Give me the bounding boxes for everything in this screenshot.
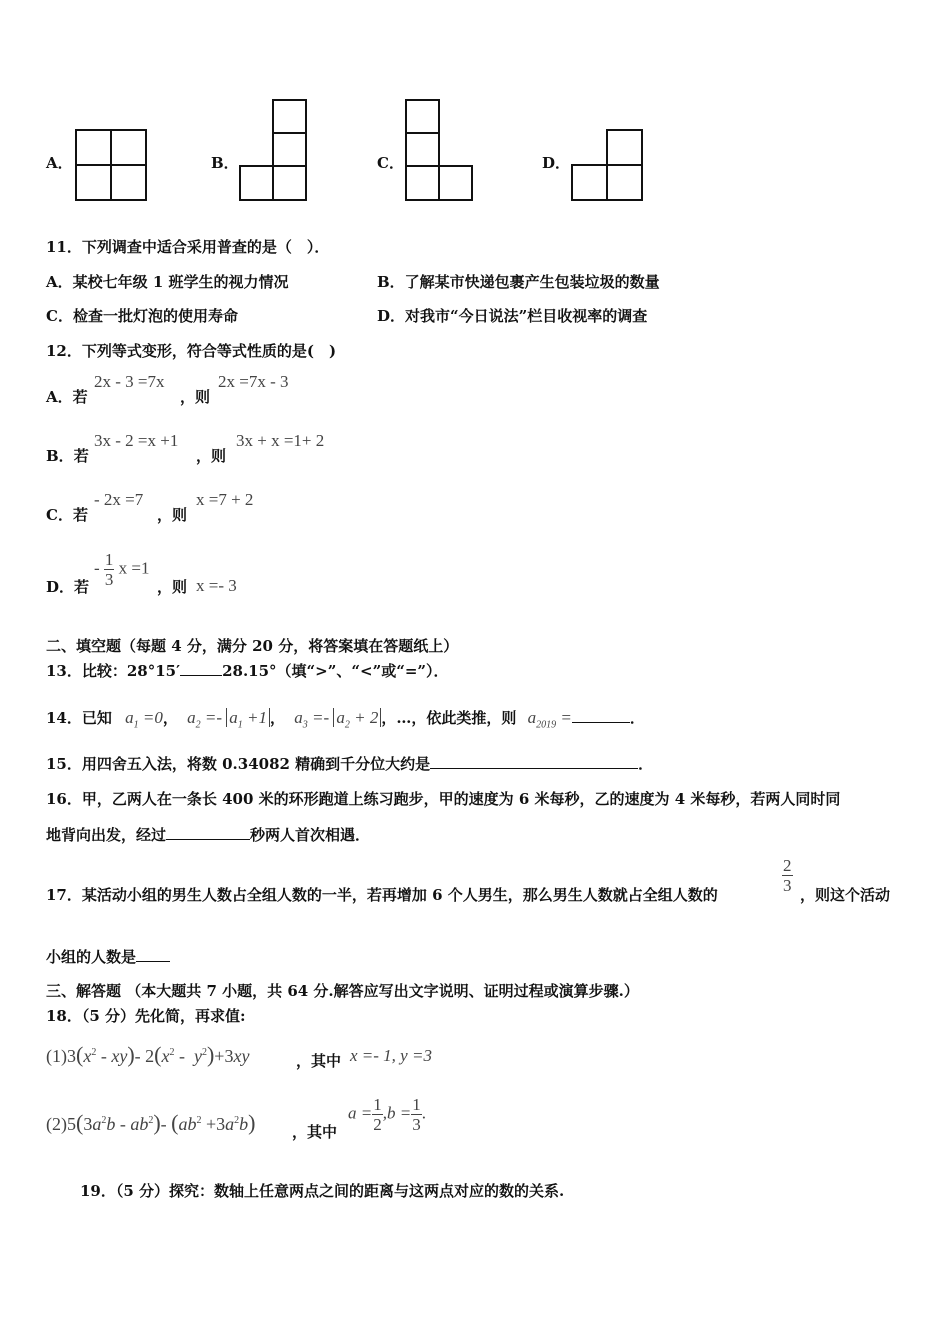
q16-line1: 16．甲，乙两人在一条长 400 米的环形跑道上练习跑步，甲的速度为 6 米每秒，乙的速度为 4 米每秒，若两人同时同 xyxy=(46,790,841,808)
q12-a-then-equation: 2x =7x - 3 xyxy=(218,372,289,391)
q12-b-then-equation: 3x + x =1+ 2 xyxy=(236,431,325,450)
q15 xyxy=(46,753,653,774)
answer-blank[interactable] xyxy=(136,947,170,962)
option-label: C． xyxy=(46,506,73,524)
minus-sign: - xyxy=(94,558,100,578)
section-title-solve: 三、解答题 （本大题共 7 小题，共 64 分.解答应写出文字说明、证明过程或演算步骤.） xyxy=(46,982,639,1000)
q13-text: 13．比较：28°15′ xyxy=(46,662,181,680)
q11-option-a: A．某校七年级 1 班学生的视力情况 xyxy=(46,273,289,291)
numerator: 1 xyxy=(104,550,114,569)
q18-part1-where: ，其中 xyxy=(296,1052,342,1070)
option-label: D． xyxy=(46,578,75,596)
if-word: 若 xyxy=(72,388,88,406)
q14-a2019: $a_{2019}$ = xyxy=(527,708,572,731)
q14-a3-equation: $a_3 =- a_2 + 2$ xyxy=(294,708,381,727)
q19-stem: 19．（5 分）探究：数轴上任意两点之间的距离与这两点对应的数的关系. xyxy=(80,1182,565,1200)
q17-line1-tail: ，则这个活动 xyxy=(800,886,891,904)
q13 xyxy=(46,660,449,681)
q18-part1-condition: x =- 1, y =3 xyxy=(350,1046,432,1065)
q17-fraction xyxy=(782,857,793,894)
comma: ， xyxy=(162,709,178,727)
then-word: ，则 xyxy=(196,447,227,465)
q14-a1-equation: $a_1 =0$ xyxy=(125,708,163,731)
denominator: 3 xyxy=(104,570,114,589)
answer-blank[interactable] xyxy=(430,754,638,769)
q12-a-if-equation: 2x - 3 =7x xyxy=(94,372,165,391)
q14 xyxy=(46,707,645,730)
q18-part2-where: ，其中 xyxy=(292,1123,338,1141)
q12-option-a xyxy=(46,386,88,407)
q18-part2-expression: $(2)5(3a^2b - ab^2)-$ $(ab^2 +3a^2b)$ xyxy=(46,1110,256,1135)
option-label: B． xyxy=(46,447,74,465)
comma: ， xyxy=(269,709,285,727)
q12-d-if-equation xyxy=(94,551,150,588)
q12-option-b xyxy=(46,445,89,466)
option-label: D． xyxy=(542,154,571,172)
q11-stem: 11．下列调查中适合采用普查的是（ ）． xyxy=(46,238,330,256)
q17-text: 小组的人数是 xyxy=(46,948,137,966)
q16-line2 xyxy=(46,824,370,845)
option-label: B． xyxy=(211,154,239,172)
three-squares-right-top-icon xyxy=(570,128,648,204)
q16-text: 地背向出发，经过 xyxy=(46,826,167,844)
q17-line2 xyxy=(46,946,170,967)
q12-d-then-equation: x =- 3 xyxy=(196,576,237,595)
q11-option-d: D．对我市“今日说法”栏目收视率的调查 xyxy=(377,307,648,325)
l-shape-right-column-icon xyxy=(238,98,310,204)
q14-a2-equation: $a_2 =- a_1 +1$ xyxy=(187,708,270,727)
q12-option-d xyxy=(46,576,89,597)
q14-prefix: 14．已知 xyxy=(46,709,112,727)
q12-stem: 12．下列等式变形，符合等式性质的是( ) xyxy=(46,342,337,360)
q17-line1 xyxy=(46,884,718,905)
q11-option-c: C．检查一批灯泡的使用寿命 xyxy=(46,307,238,325)
q12-c-if-equation: - 2x =7 xyxy=(94,490,144,509)
if-word: 若 xyxy=(73,447,89,465)
period: ． xyxy=(629,709,645,727)
equation-rest: x =1 xyxy=(118,558,150,578)
if-word: 若 xyxy=(72,506,88,524)
section-title-fill-in: 二、填空题（每题 4 分，满分 20 分，将答案填在答题纸上） xyxy=(46,637,459,655)
period: . xyxy=(421,1103,426,1123)
option-label: A． xyxy=(46,154,73,172)
q16-text: 秒两人首次相遇． xyxy=(250,826,371,844)
q12-c-then-equation: x =7 + 2 xyxy=(196,490,254,509)
l-shape-left-column-icon xyxy=(404,98,476,204)
option-label: C． xyxy=(377,154,404,172)
q12-b-if-equation: 3x - 2 =x +1 xyxy=(94,431,179,450)
answer-blank[interactable] xyxy=(166,825,250,840)
q18-part2-condition: a = $\frac{1}{2}$ ,b = $\frac{1}{3}$ . xyxy=(348,1095,426,1134)
q14-tail: ，…，依此类推，则 xyxy=(381,709,517,727)
then-word: ，则 xyxy=(157,506,188,524)
q15-text: 15．用四舍五入法，将数 0.34082 精确到千分位大约是 xyxy=(46,755,431,773)
q11-option-b: B．了解某市快递包裹产生包装垃圾的数量 xyxy=(377,273,660,291)
q18-part1-expression: $(1)3(x^2 - xy)-$ $2(x^2 - y^2)+3xy$ xyxy=(46,1042,250,1067)
q12-option-c xyxy=(46,504,88,525)
numerator: 2 xyxy=(783,856,792,875)
q13-text: 28.15°（填“>”、“<”或“=”）． xyxy=(222,662,449,680)
answer-blank[interactable] xyxy=(180,661,222,676)
option-label: A． xyxy=(46,388,73,406)
q18-stem: 18．（5 分）先化简，再求值: xyxy=(46,1007,246,1025)
if-word: 若 xyxy=(74,578,90,596)
then-word: ，则 xyxy=(157,578,188,596)
period: ． xyxy=(638,755,654,773)
answer-blank[interactable] xyxy=(572,708,630,723)
q17-text: 17．某活动小组的男生人数占全组人数的一半，若再增加 6 个人男生，那么男生人数就占全组人数的 xyxy=(46,886,718,904)
two-by-two-squares-icon xyxy=(74,128,150,204)
fraction xyxy=(104,551,115,588)
denominator: 3 xyxy=(783,876,792,895)
then-word: ，则 xyxy=(180,388,211,406)
